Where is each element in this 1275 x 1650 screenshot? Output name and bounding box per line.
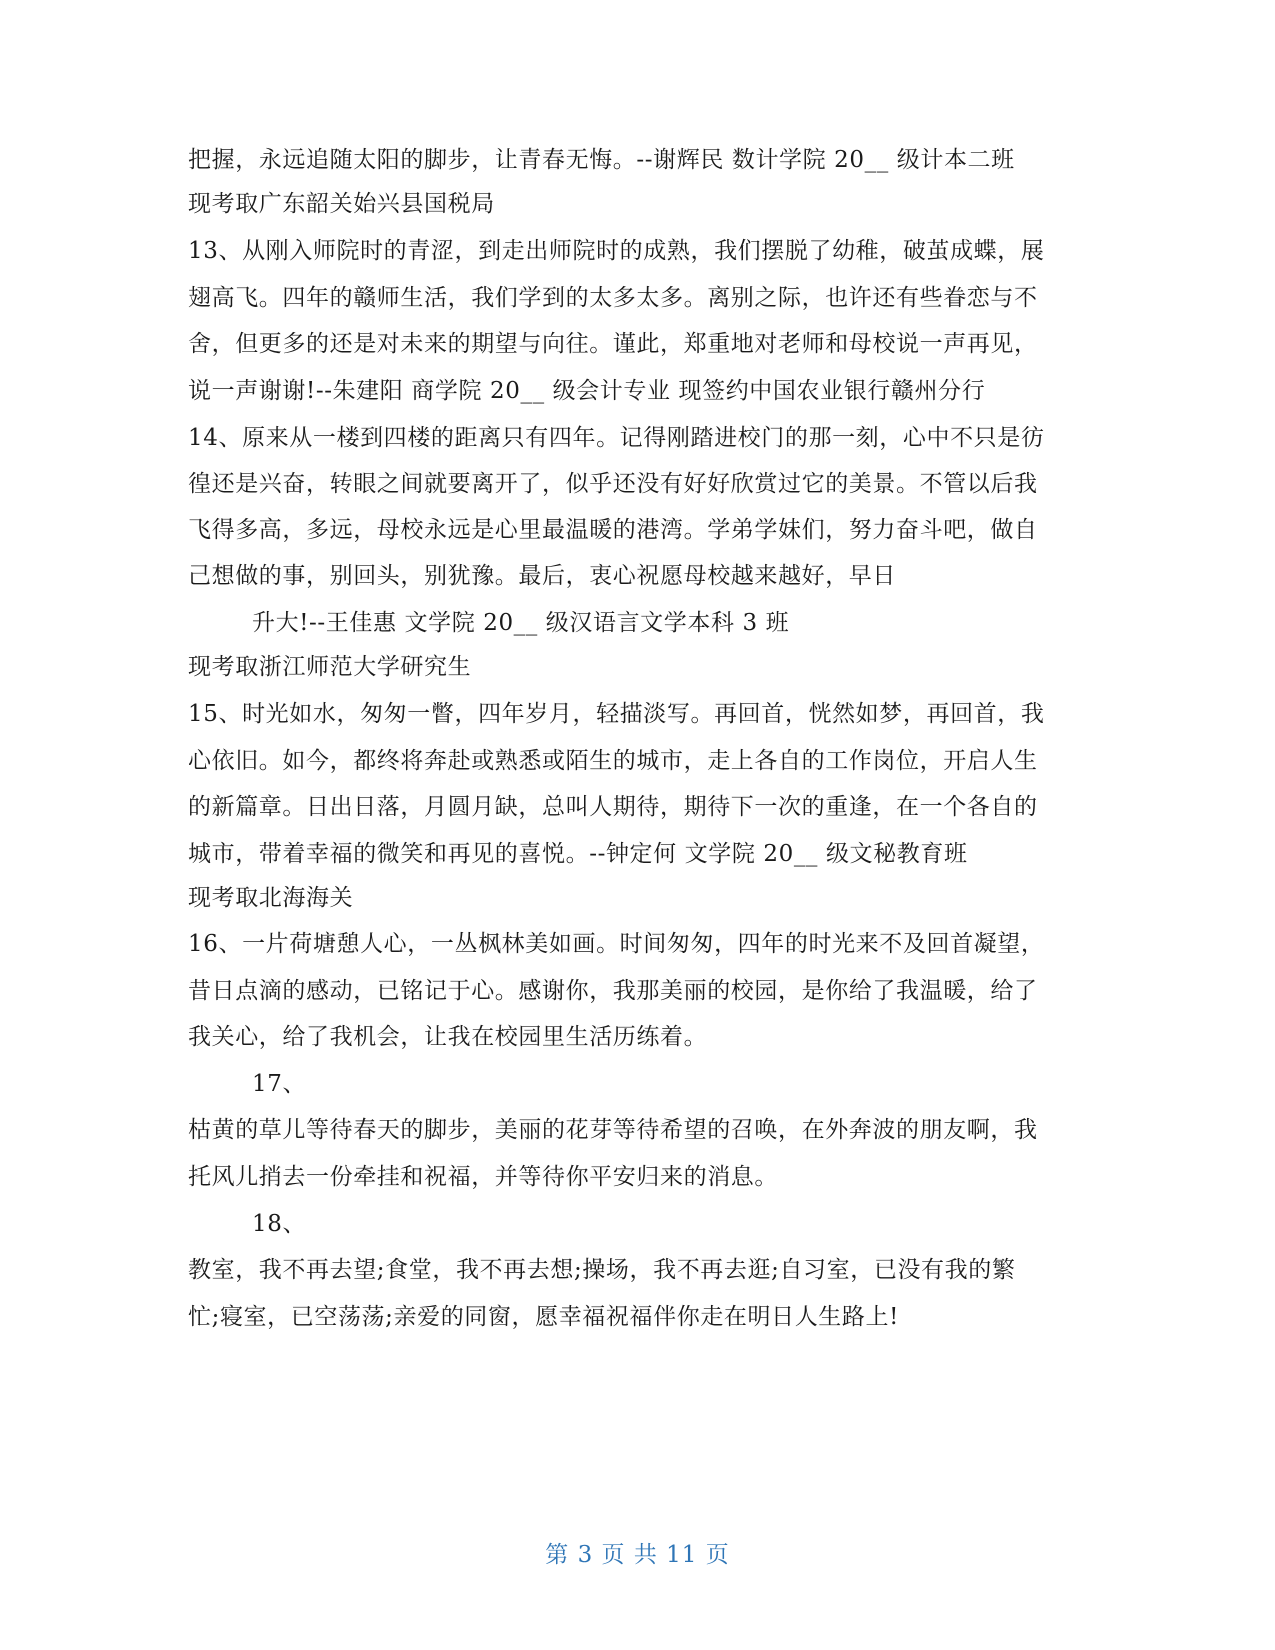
text-line: 心依旧。如今，都终将奔赴或熟悉或陌生的城市，走上各自的工作岗位，开启人生	[188, 748, 1038, 774]
text-line: 我关心，给了我机会，让我在校园里生活历练着。	[188, 1024, 708, 1050]
text-line: 飞得多高，多远，母校永远是心里最温暖的港湾。学弟学妹们，努力奋斗吧，做自	[188, 517, 1038, 543]
text-line: 翅高飞。四年的赣师生活，我们学到的太多太多。离别之际，也许还有些眷恋与不	[188, 285, 1038, 311]
text-line: 16、一片荷塘憩人心，一丛枫林美如画。时间匆匆，四年的时光来不及回首凝望，	[188, 931, 1045, 957]
text-line: 说一声谢谢!--朱建阳 商学院 20__ 级会计专业 现签约中国农业银行赣州分行	[188, 378, 986, 404]
text-line: 现考取广东韶关始兴县国税局	[188, 191, 495, 217]
text-line: 枯黄的草儿等待春天的脚步，美丽的花芽等待希望的召唤，在外奔波的朋友啊，我	[188, 1117, 1038, 1143]
text-line: 15、时光如水，匆匆一瞥，四年岁月，轻描淡写。再回首，恍然如梦，再回首，我	[188, 701, 1045, 727]
text-line: 18、	[252, 1211, 307, 1237]
text-line: 教室，我不再去望;食堂，我不再去想;操场，我不再去逛;自习室，已没有我的繁	[188, 1257, 1016, 1283]
text-line: 舍，但更多的还是对未来的期望与向往。谨此，郑重地对老师和母校说一声再见，	[188, 331, 1038, 357]
text-line: 城市，带着幸福的微笑和再见的喜悦。--钟定何 文学院 20__ 级文秘教育班	[188, 841, 968, 867]
text-line: 忙;寝室，已空荡荡;亲爱的同窗，愿幸福祝福伴你走在明日人生路上!	[188, 1304, 899, 1330]
page-footer: 第 3 页 共 11 页	[545, 1542, 730, 1568]
text-line: 现考取浙江师范大学研究生	[188, 654, 472, 680]
text-line: 托风儿捎去一份牵挂和祝福，并等待你平安归来的消息。	[188, 1164, 778, 1190]
text-line: 17、	[252, 1071, 307, 1097]
text-line: 己想做的事，别回头，别犹豫。最后，衷心祝愿母校越来越好，早日	[188, 563, 896, 589]
text-line: 徨还是兴奋，转眼之间就要离开了，似乎还没有好好欣赏过它的美景。不管以后我	[188, 471, 1038, 497]
text-line: 升大!--王佳惠 文学院 20__ 级汉语言文学本科 3 班	[252, 610, 790, 636]
text-line: 的新篇章。日出日落，月圆月缺，总叫人期待，期待下一次的重逢，在一个各自的	[188, 794, 1038, 820]
text-line: 现考取北海海关	[188, 885, 354, 911]
text-line: 13、从刚入师院时的青涩，到走出师院时的成熟，我们摆脱了幼稚，破茧成蝶，展	[188, 238, 1045, 264]
text-line: 14、原来从一楼到四楼的距离只有四年。记得刚踏进校门的那一刻，心中不只是彷	[188, 425, 1045, 451]
text-line: 把握，永远追随太阳的脚步，让青春无悔。--谢辉民 数计学院 20__ 级计本二班	[188, 147, 1015, 173]
text-line: 昔日点滴的感动，已铭记于心。感谢你，我那美丽的校园，是你给了我温暖，给了	[188, 978, 1038, 1004]
